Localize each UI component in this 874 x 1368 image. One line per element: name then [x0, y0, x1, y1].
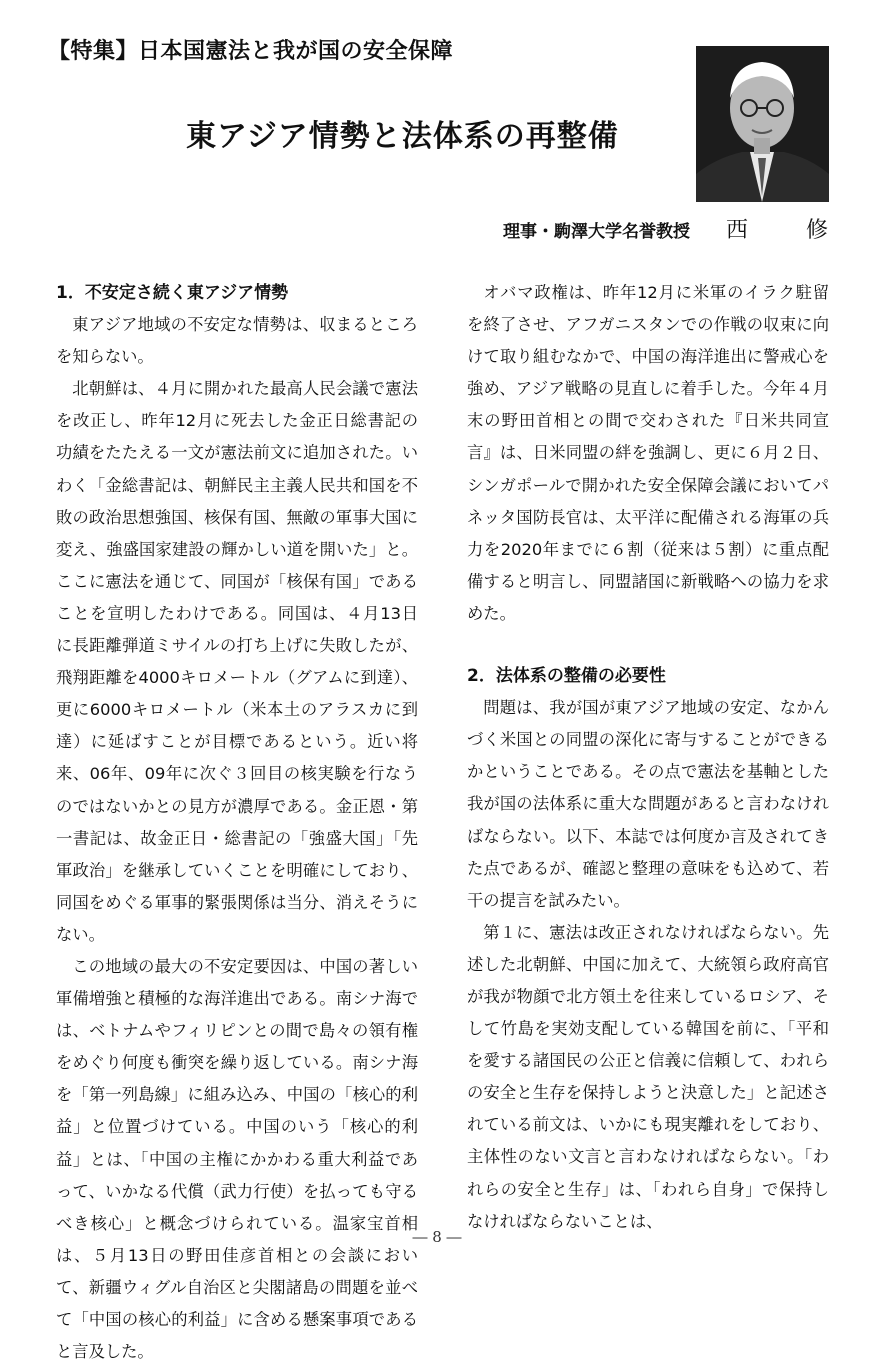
paragraph: この地域の最大の不安定要因は、中国の著しい軍備増強と積極的な海洋進出である。南シナ海では、ベトナムやフィリピンとの間で島々の領有権をめぐり何度も衝突を繰り返している。南シナ海を「第一列島線」に組み込み、中国の「核心的利益」と位置づけている。中国のいう「核心的利益」とは、「中国の主権にかかわる重大利益であって、いかなる代償（武力行使）を払っても守るべき核心」と概念づけられている。温家宝首相は、５月13日の野田佳彦首相との会談において、新疆ウィグル自治区と尖閣諸島の問題を並べて「中国の核心的利益」に含める懸案事項であると言及した。: [56, 956, 418, 1362]
left-column: [56, 277, 418, 1368]
paragraph: 東アジア地域の不安定な情勢は、収まるところを知らない。: [56, 315, 418, 367]
paragraph: 第１に、憲法は改正されなければならない。先述した北朝鮮、中国に加えて、大統領ら政府高官が我が物顔で北方領土を往来しているロシア、そして竹島を実効支配している韓国を前に、「平和を愛する諸国民の公正と信義に信頼して、われらの安全と生存を保持しようと決意した」と記述されている前文は、いかにも現実離れをしており、主体性のない文言と言わなければならない。「われらの安全と生存」は、「われら自身」で保持しなければならないことは、: [467, 922, 829, 1231]
author-photo: [696, 46, 829, 202]
author-role: 理事・駒澤大学名誉教授: [502, 222, 690, 242]
section-2-heading: 2．法体系の整備の必要性: [467, 666, 666, 687]
page-number: ― 8 ―: [412, 1228, 462, 1246]
paragraph: 北朝鮮は、４月に開かれた最高人民会議で憲法を改正し、昨年12月に死去した金正日総書記の功績をたたえる一文が憲法前文に追加された。いわく「金総書記は、朝鮮民主主義人民共和国を不敗の政治思想強国、核保有国、無敵の軍事大国に変え、強盛国家建設の輝かしい道を開いた」と。ここに憲法を通じて、同国が「核保有国」であることを宣明したわけである。同国は、４月13日に長距離弾道ミサイルの打ち上げに失敗したが、飛翔距離を4000キロメートル（グアムに到達）、更に6000キロメートル（米本土のアラスカに到達）に延ばすことが目標であるという。近い将来、06年、09年に次ぐ３回目の核実験を行なうのではないかとの見方が濃厚である。金正恩・第一書記は、故金正日・総書記の「強盛大国」「先軍政治」を継承していくことを明確にしており、同国をめぐる軍事的緊張関係は当分、消えそうにない。: [56, 379, 418, 944]
right-column: [467, 277, 829, 1238]
author-portrait-icon: [696, 46, 829, 202]
section-1-heading: 1．不安定さ続く東アジア情勢: [56, 283, 289, 303]
feature-label: 【特集】日本国憲法と我が国の安全保障: [48, 39, 454, 64]
paragraph: オバマ政権は、昨年12月に米軍のイラク駐留を終了させ、アフガニスタンでの作戦の収束に向けて取り組むなかで、中国の海洋進出に警戒心を強め、アジア戦略の見直しに着手した。今年４月末の野田首相との間で交わされた『日米共同宣言』は、日米同盟の絆を強調し、更に６月２日、シンガポールで開かれた安全保障会議においてパネッタ国防長官は、太平洋に配備される海軍の兵力を2020年までに６割（従来は５割）に重点配備すると明言し、同盟諸国に新戦略への協力を求めた。: [467, 283, 829, 623]
byline: [502, 213, 846, 244]
paragraph: 問題は、我が国が東アジア地域の安定、なかんづく米国との同盟の深化に寄与することができるかということである。その点で憲法を基軸とした我が国の法体系に重大な問題があると言わなければならない。以下、本誌では何度か言及されてきた点であるが、確認と整理の意味をも込めて、若干の提言を試みたい。: [467, 698, 829, 910]
author-name: 西 修: [725, 218, 846, 243]
article-title: 東アジア情勢と法体系の再整備: [186, 119, 619, 154]
